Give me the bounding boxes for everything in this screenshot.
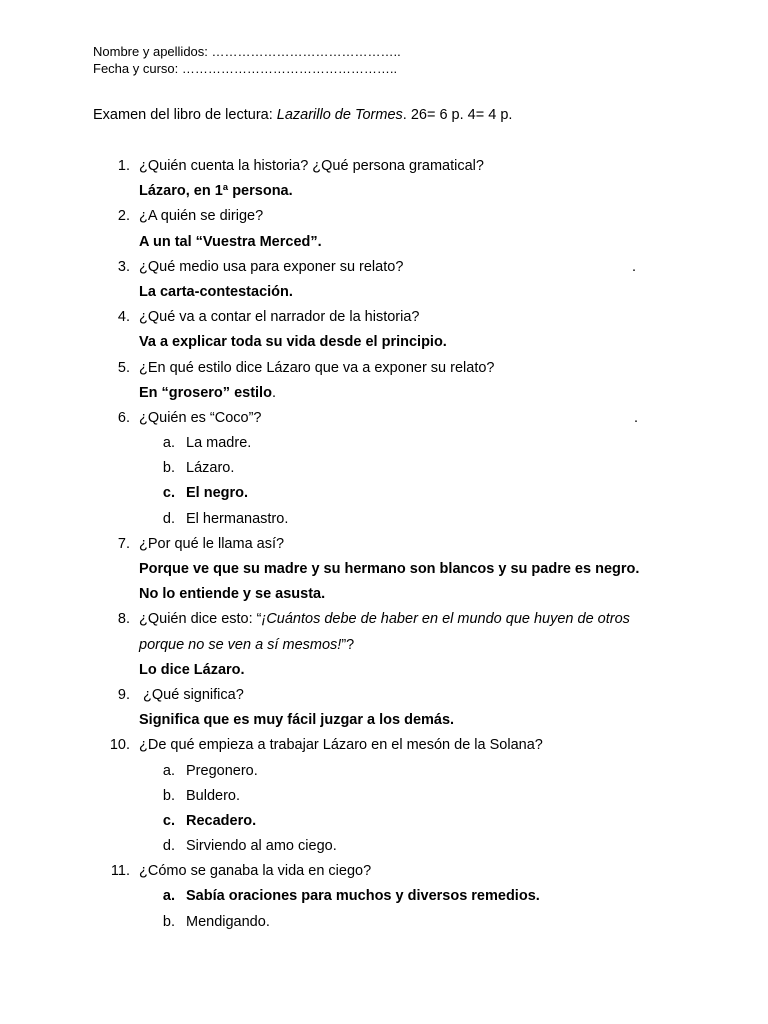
option-11a-correct xyxy=(0,884,768,909)
option-text: Mendigando. xyxy=(186,913,270,930)
option-text: El hermanastro. xyxy=(186,510,289,527)
option-letter: c. xyxy=(162,485,175,502)
option-letter: a. xyxy=(162,435,175,452)
exam-book-title: Lazarillo de Tormes xyxy=(276,107,403,123)
exam-title-prefix: Examen del libro de lectura: xyxy=(93,107,277,123)
answer-text: Va a explicar toda su vida desde el principio. xyxy=(139,334,447,351)
question-text: ¿Qué va a contar el narrador de la historia? xyxy=(139,309,420,326)
option-text: Recadero. xyxy=(186,812,257,829)
question-number: 11. xyxy=(110,863,130,880)
option-10b xyxy=(0,784,768,809)
question-list xyxy=(0,154,768,935)
question-text: ¿Quién cuenta la historia? ¿Qué persona gramatical? xyxy=(139,158,484,174)
answer-8 xyxy=(0,658,768,683)
question-number: 3. xyxy=(117,258,130,275)
question-7 xyxy=(0,532,768,557)
answer-2 xyxy=(0,230,768,255)
question-11 xyxy=(0,859,768,884)
question-text xyxy=(139,607,630,632)
option-11b xyxy=(0,910,768,935)
question-text: ¿Qué significa? xyxy=(139,686,244,703)
question-5 xyxy=(0,356,768,381)
option-text: Pregonero. xyxy=(186,762,258,779)
question-8 xyxy=(0,607,768,632)
question-text: ¿Quién es “Coco”? xyxy=(139,409,262,426)
trailing-dot: . xyxy=(634,409,639,426)
answer-7 xyxy=(0,557,768,582)
option-6b xyxy=(0,456,768,481)
option-10c-correct xyxy=(0,809,768,834)
option-letter: a. xyxy=(162,888,175,905)
answer-text: La carta-contestación. xyxy=(139,283,293,300)
option-letter: d. xyxy=(162,510,175,527)
answer-3 xyxy=(0,280,768,305)
exam-title xyxy=(93,106,512,124)
answer-text: A un tal “Vuestra Merced”. xyxy=(139,233,322,250)
question-number: 4. xyxy=(117,309,130,326)
option-text: Sirviendo al amo ciego. xyxy=(186,838,337,855)
question-8-line-2 xyxy=(0,633,768,658)
option-letter: d. xyxy=(162,838,175,855)
question-number: 8. xyxy=(117,611,130,628)
question-prefix: ¿Quién dice esto: “ xyxy=(139,611,262,628)
option-6c-correct xyxy=(0,481,768,506)
question-number: 10. xyxy=(109,737,130,754)
answer-7-line-2 xyxy=(0,582,768,607)
option-10a xyxy=(0,759,768,784)
option-letter: b. xyxy=(162,787,175,804)
option-letter: a. xyxy=(162,762,175,779)
exam-title-suffix: . 26= 6 p. 4= 4 p. xyxy=(402,107,513,123)
question-number: 9. xyxy=(117,686,130,703)
option-letter: b. xyxy=(162,913,175,930)
question-6 xyxy=(0,406,768,431)
question-1 xyxy=(0,154,768,179)
option-6d xyxy=(0,507,768,532)
question-number: 5. xyxy=(117,359,130,376)
option-10d xyxy=(0,834,768,859)
answer-text: Lázaro, en 1ª persona. xyxy=(139,183,293,200)
question-4 xyxy=(0,305,768,330)
question-number: 1. xyxy=(117,158,130,174)
question-number: 6. xyxy=(117,409,130,426)
question-text: ¿Cómo se ganaba la vida en ciego? xyxy=(139,863,372,880)
option-6a xyxy=(0,431,768,456)
question-number: 2. xyxy=(117,208,130,225)
answer-tail: . xyxy=(271,384,276,401)
option-text: Buldero. xyxy=(186,787,241,804)
question-2 xyxy=(0,204,768,229)
answer-text: En “grosero” estilo xyxy=(139,384,272,401)
option-text: El negro. xyxy=(186,485,249,502)
question-text: ¿Por qué le llama así? xyxy=(139,535,285,552)
answer-text: Lo dice Lázaro. xyxy=(139,661,245,678)
question-9 xyxy=(0,683,768,708)
question-text: ¿En qué estilo dice Lázaro que va a exponer su relato? xyxy=(139,359,495,376)
answer-4 xyxy=(0,330,768,355)
name-line: Nombre y apellidos: …………………………………….. xyxy=(93,44,401,59)
answer-9 xyxy=(0,708,768,733)
answer-line xyxy=(139,381,276,406)
answer-5 xyxy=(0,381,768,406)
answer-1 xyxy=(0,179,768,204)
question-3 xyxy=(0,255,768,280)
question-text: ¿A quién se dirige? xyxy=(139,208,264,225)
option-text: Lázaro. xyxy=(186,460,235,477)
option-text: Sabía oraciones para muchos y diversos remedios. xyxy=(186,888,540,905)
question-suffix: ”? xyxy=(341,636,355,653)
option-letter: c. xyxy=(162,812,175,829)
option-text: La madre. xyxy=(186,435,252,452)
option-letter: b. xyxy=(162,460,175,477)
question-text xyxy=(139,633,354,658)
question-10 xyxy=(0,733,768,758)
question-text: ¿Qué medio usa para exponer su relato? xyxy=(139,258,404,275)
date-line: Fecha y curso: ………………………………………….. xyxy=(93,61,398,76)
trailing-dot: . xyxy=(632,258,637,275)
answer-text: Significa que es muy fácil juzgar a los demás. xyxy=(139,712,455,729)
question-text: ¿De qué empieza a trabajar Lázaro en el mesón de la Solana? xyxy=(139,737,543,754)
quote-text: porque no se ven a sí mesmos! xyxy=(139,636,342,653)
answer-text: Porque ve que su madre y su hermano son blancos y su padre es negro. xyxy=(139,561,640,577)
quote-text: ¡Cuántos debe de haber en el mundo que huyen de otros xyxy=(261,611,630,628)
answer-text: No lo entiende y se asusta. xyxy=(139,586,326,603)
question-number: 7. xyxy=(117,535,130,552)
